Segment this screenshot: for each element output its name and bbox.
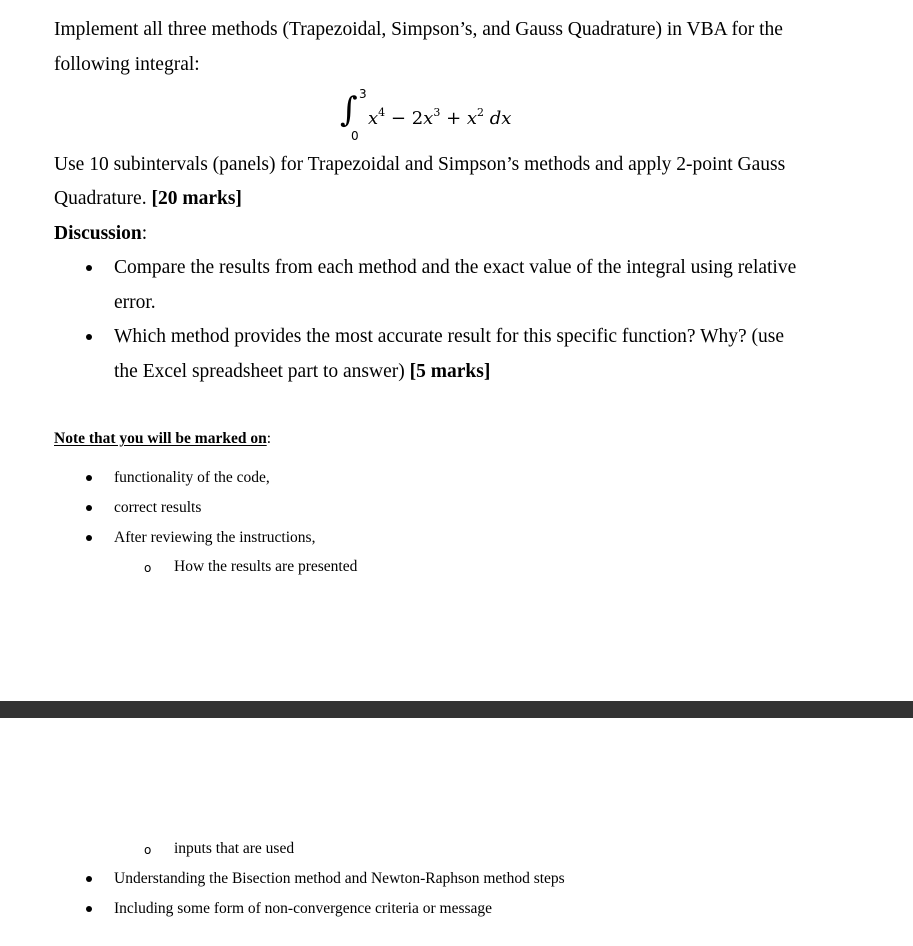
integral-sign: ∫	[340, 90, 358, 130]
discussion-bullet-1-line-1: Compare the results from each method and the exact value of the integral using relative	[114, 257, 797, 278]
bullet-icon	[86, 876, 92, 882]
marking-bullet-3: After reviewing the instructions,	[114, 529, 316, 546]
discussion-bullet-2-line-1: Which method provides the most accurate result for this specific function? Why? (use	[114, 326, 785, 347]
marking-sub-bullet-1: How the results are presented	[174, 558, 358, 575]
marking-heading-colon: :	[266, 430, 272, 447]
instructions-line-2	[54, 187, 242, 211]
integrand-term3-exponent: 2	[477, 106, 485, 119]
bullet-icon	[86, 334, 92, 340]
instructions-line-1: Use 10 subintervals (panels) for Trapezoidal and Simpson’s methods and apply 2-point Gauss	[54, 154, 786, 175]
marking-bullet-4: Understanding the Bisection method and Newton-Raphson method steps	[114, 870, 565, 887]
integrand-term2-exponent: 3	[433, 106, 441, 119]
discussion-bullet-1-line-2: error.	[114, 292, 156, 313]
discussion-bullet-2-marks: [5 marks]	[409, 361, 491, 382]
bullet-icon	[86, 535, 92, 541]
integrand-differential: dx	[489, 108, 512, 129]
integrand-operator-minus: −	[390, 108, 406, 129]
integrand-term2-base: x	[423, 108, 434, 129]
marking-bullet-1: functionality of the code,	[114, 469, 270, 486]
bullet-icon	[86, 265, 92, 271]
integrand-term1-base: x	[368, 108, 379, 129]
intro-line-2: following integral:	[54, 54, 200, 75]
integrand-expression	[368, 102, 511, 130]
discussion-heading	[54, 222, 147, 246]
instructions-line-2-text: Quadrature.	[54, 188, 147, 209]
instructions-marks: [20 marks]	[151, 188, 242, 209]
marking-bullet-2: correct results	[114, 499, 202, 516]
integrand-term1-exponent: 4	[378, 106, 386, 119]
marking-heading-text: Note that you will be marked on	[54, 430, 267, 447]
integrand-term3-base: x	[466, 108, 478, 129]
discussion-bullet-2-text: the Excel spreadsheet part to answer)	[114, 361, 405, 382]
bullet-icon	[86, 906, 92, 912]
marking-heading	[54, 429, 271, 449]
integral-upper-limit: 3	[359, 87, 367, 101]
discussion-bullet-2-line-2	[114, 360, 490, 384]
integrand-operator-plus: +	[446, 108, 462, 129]
page-break-divider	[0, 701, 913, 718]
discussion-heading-text: Discussion	[54, 223, 142, 244]
discussion-heading-colon: :	[141, 223, 148, 244]
marking-bullet-5: Including some form of non-convergence criteria or message	[114, 900, 493, 917]
circle-bullet-icon: o	[144, 561, 152, 575]
marking-sub-bullet-2: inputs that are used	[174, 840, 295, 857]
bullet-icon	[86, 475, 92, 481]
integral-lower-limit: 0	[351, 129, 359, 143]
bullet-icon	[86, 505, 92, 511]
intro-line-1: Implement all three methods (Trapezoidal, Simpson’s, and Gauss Quadrature) in VBA for the	[54, 19, 783, 40]
integrand-term2-coefficient: 2	[411, 108, 424, 129]
circle-bullet-icon: o	[144, 843, 152, 857]
